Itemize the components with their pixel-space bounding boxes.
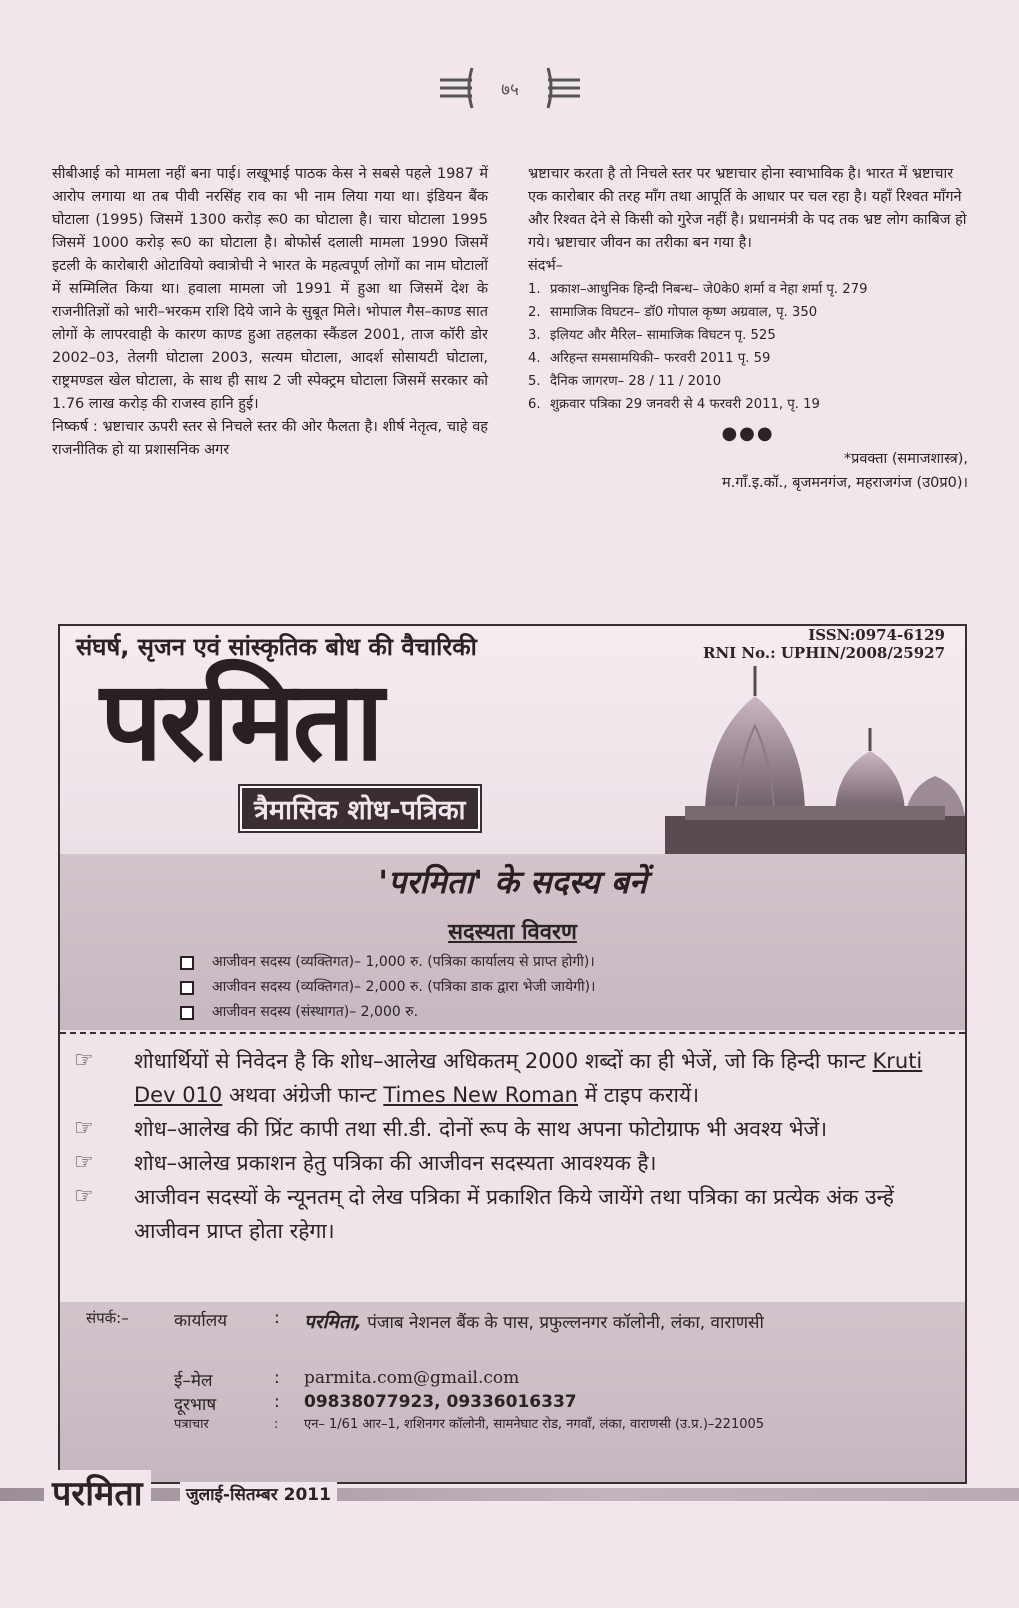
journal-subtitle: त्रैमासिक शोध-पत्रिका (240, 786, 480, 831)
contact-post: पत्राचार : एन– 1/61 आर–1, शशिनगर कॉलोनी, सामनेघाट रोड, नगवाँ, लंका, वाराणसी (उ.प्र.)–221005 (174, 1416, 934, 1434)
font-name-times: Times New Roman (383, 1083, 578, 1107)
note-item: ☞ शोध–आलेख प्रकाशन हेतु पत्रिका की आजीवन सदस्यता आवश्यक है। (74, 1146, 934, 1180)
page-footer (0, 1470, 1019, 1520)
page-number-text: ७५ (501, 79, 519, 100)
page-number (430, 58, 590, 118)
membership-item: आजीवन सदस्य (व्यक्तिगत)– 2,000 रु. (पत्रिका डाक द्वारा भेजी जायेगी)। (180, 975, 595, 1000)
issn-block (703, 626, 945, 662)
section-separator: ●●● (721, 423, 775, 444)
membership-section (60, 854, 965, 1030)
contact-phone: दूरभाष : 09838077923, 09336016337 (174, 1392, 577, 1415)
membership-item: आजीवन सदस्य (व्यक्तिगत)– 1,000 रु. (पत्रिका कार्यालय से प्राप्त होगी)। (180, 950, 595, 975)
membership-list (180, 950, 595, 1025)
references-list (528, 278, 968, 416)
dashed-divider (60, 1032, 965, 1034)
reference-item: 5. दैनिक जागरण– 28 / 11 / 2010 (528, 374, 722, 389)
contact-label: संपर्क:– (86, 1309, 129, 1327)
checkbox-icon (180, 956, 194, 970)
reference-item: 6. शुक्रवार पत्रिका 29 जनवरी से 4 फरवरी 2011, पृ. 19 (528, 397, 820, 412)
checkbox-icon (180, 1006, 194, 1020)
author-info (528, 447, 968, 495)
pointing-hand-icon: ☞ (74, 1048, 94, 1073)
rni-number: RNI No.: UPHIN/2008/25927 (703, 644, 945, 662)
note-item: ☞ शोधार्थियों से निवेदन है कि शोध–आलेख अधिकतम् 2000 शब्दों का ही भेजें, जो कि हिन्दी फान्ट Kruti Dev 010 अथवा अंग्रेजी फान्ट Times New Roman में टाइप करायें। (74, 1044, 934, 1112)
phone-value: 09838077923, 09336016337 (304, 1392, 577, 1412)
font-name-kruti: Kruti Dev 010 (134, 1049, 923, 1107)
office-brand: परमिता, (304, 1311, 362, 1333)
footer-logo: परमिता (44, 1470, 151, 1518)
checkbox-icon (180, 981, 194, 995)
contact-office: कार्यालय : परमिता, पंजाब नेशनल बैंक के पास, प्रफुल्लनगर कॉलोनी, लंका, वाराणसी (174, 1308, 764, 1333)
right-column (528, 163, 968, 495)
pointing-hand-icon: ☞ (74, 1184, 94, 1209)
pointing-hand-icon: ☞ (74, 1116, 94, 1141)
membership-subtitle: सदस्यता विवरण (448, 920, 577, 945)
journal-advertisement (58, 624, 967, 1484)
reference-item: 4. अरिहन्त समसामयिकी– फरवरी 2011 पृ. 59 (528, 351, 771, 366)
pointing-hand-icon: ☞ (74, 1150, 94, 1175)
membership-item: आजीवन सदस्य (संस्थागत)– 2,000 रु. (180, 1000, 595, 1025)
email-value: parmita.com@gmail.com (304, 1368, 520, 1388)
note-item: ☞ शोध–आलेख की प्रिंट कापी तथा सी.डी. दोनों रूप के साथ अपना फोटोग्राफ भी अवश्य भेजें। (74, 1112, 934, 1146)
left-column (52, 163, 488, 462)
note-item: ☞ आजीवन सदस्यों के न्यूनतम् दो लेख पत्रिका में प्रकाशित किये जायेंगे तथा पत्रिका का प्रत्येक अंक उन्हें आजीवन प्राप्त होता रहेगा। (74, 1180, 934, 1248)
contact-section (60, 1302, 965, 1482)
footer-issue: जुलाई-सितम्बर 2011 (180, 1482, 337, 1508)
ad-tagline: संघर्ष, सृजन एवं सांस्कृतिक बोध की वैचारिकी (76, 633, 477, 661)
reference-item: 1. प्रकाश–आधुनिक हिन्दी निबन्ध– जे0के0 शर्मा व नेहा शर्मा पृ. 279 (528, 282, 868, 297)
footer-bar (0, 1488, 1019, 1501)
issn-number: ISSN:0974-6129 (808, 626, 945, 644)
submission-notes (74, 1044, 934, 1248)
right-paragraph: भ्रष्टाचार करता है तो निचले स्तर पर भ्रष्टाचार होना स्वाभाविक है। भारत में भ्रष्टाचार एक कारोबार की तरह माँग तथा आपूर्ति के आधार पर चल रहा है। यहाँ रिश्वत माँगने और रिश्वत देने से किसी को गुरेज नहीं है। प्रधानमंत्री के पद तक भ्रष्ट लोग काबिज हो गये। भ्रष्टाचार जीवन का तरीका बन गया है। (528, 166, 967, 251)
journal-title: परमिता (100, 657, 381, 785)
references-heading: संदर्भ– (528, 258, 563, 274)
conclusion-paragraph: निष्कर्ष : भ्रष्टाचार ऊपरी स्तर से निचले स्तर की ओर फैलता है। शीर्ष नेतृत्व, चाहे वह राजनीतिक हो या प्रशासनिक अगर (52, 419, 488, 458)
author-address: म.गाँ.इ.कॉ., बृजमनगंज, महराजगंज (उ0प्र0)। (722, 475, 968, 491)
reference-item: 3. इलियट और मैरिल– सामाजिक विघटन पृ. 525 (528, 328, 776, 343)
contact-email: ई–मेल : parmita.com@gmail.com (174, 1368, 520, 1391)
left-paragraph: सीबीआई को मामला नहीं बना पाई। लखूभाई पाठक केस ने सबसे पहले 1987 में आरोप लगाया था तब पीवी नरसिंह राव का भी नाम लिया गया था। इंडियन बैंक घोटाला (1995) जिसमें 1300 करोड़ रू0 का घोटाला है। चारा घोटाला 1995 जिसमें 1000 करोड़ रू0 का घोटाला है। बोफोर्स दलाली मामला 1990 जिसमें इटली के कारोबारी ओटावियो क्वात्रोची ने भारत के महत्वपूर्ण लोगों का नाम घोटालों में सम्मिलित किया था। हवाला मामला जो 1991 में हुआ था जिसमें देश के राजनीतिज्ञों को भारी–भरकम राशि दिये जाने के सुबूत मिले। भोपाल गैस–काण्ड सात लोगों के लापरवाही के कारण काण्ड हुआ तहलका स्कैंडल 2001, ताज कॉरी डोर 2002–03, तेलगी घोटाला 2003, सत्यम घोटाला, आदर्श सोसायटी घोटाला, राष्ट्रमण्डल खेल घोटाला, के साथ ही साथ 2 जी स्पेक्ट्रम घोटाला जिसमें सरकार को 1.76 लाख करोड़ की राजस्व हानि हुई। (52, 166, 488, 412)
temple-illustration (665, 666, 965, 854)
reference-item: 2. सामाजिक विघटन– डॉ0 गोपाल कृष्ण अग्रवाल, पृ. 350 (528, 305, 818, 320)
membership-title: 'परमिता' के सदस्य बनें (378, 863, 647, 901)
ad-header (60, 626, 965, 856)
author-role: *प्रवक्ता (समाजशास्त्र), (843, 451, 968, 467)
post-value: एन– 1/61 आर–1, शशिनगर कॉलोनी, सामनेघाट रोड, नगवाँ, लंका, वाराणसी (उ.प्र.)–221005 (304, 1417, 765, 1432)
